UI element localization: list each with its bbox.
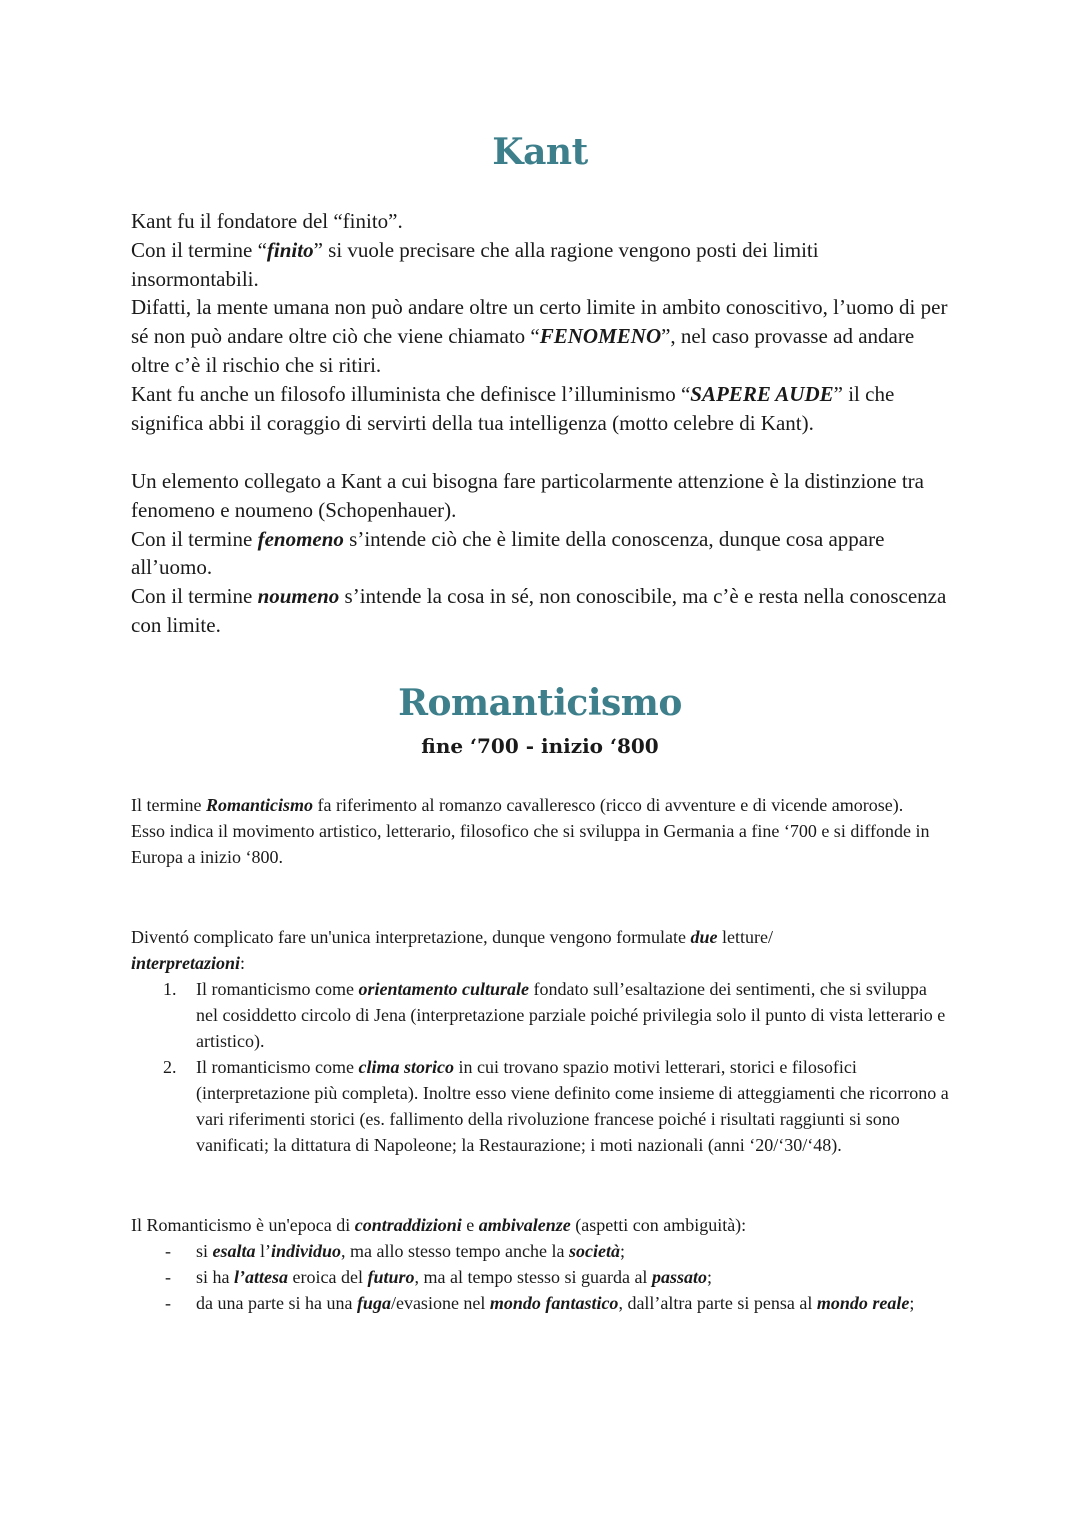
rom-text: , dall’altra parte si pensa al [618, 1293, 817, 1313]
kant-text-line: Un elemento collegato a Kant a cui bisogna fare particolarmente attenzione è la distinzione tra fenomeno e noumeno (Schopenhauer). [131, 469, 924, 522]
term-orientamento-culturale: orientamento culturale [358, 979, 529, 999]
term-esalta: esalta [212, 1241, 256, 1261]
ambivalence-list [131, 1238, 951, 1316]
list-item [131, 1054, 951, 1158]
term-attesa: l’attesa [234, 1267, 288, 1287]
term-fuga: fuga [356, 1293, 391, 1313]
kant-text: Difatti, la mente umana non può andare oltre un certo limite in ambito conoscitivo, l’uomo di per sé non può andare oltre ciò che viene chiamato “ [131, 295, 948, 349]
list-dash: - [165, 1241, 171, 1261]
romanticismo-paragraph-2 [131, 924, 951, 976]
rom-text: Il romanticismo come [196, 1057, 359, 1077]
term-interpretazioni: interpretazioni [131, 953, 241, 973]
term-romanticismo: Romanticismo [205, 795, 313, 815]
term-finito: finito [266, 237, 314, 262]
interpretations-list [131, 976, 951, 1158]
rom-text: si ha [196, 1267, 234, 1287]
term-passato: passato [651, 1267, 707, 1287]
kant-text: s’intende la cosa in sé, non conoscibile, ma c’è e resta nella conoscenza con limite. [131, 584, 947, 637]
term-contraddizioni: contraddizioni [354, 1215, 462, 1235]
rom-text: ; [706, 1267, 712, 1287]
rom-text: (aspetti con ambiguità): [570, 1215, 747, 1235]
term-sapere-aude: SAPERE AUDE [690, 381, 834, 406]
kant-text: Kant fu anche un filosofo illuminista che definisce l’illuminismo “ [131, 381, 691, 406]
rom-text: l’ [255, 1241, 272, 1261]
kant-paragraph-2 [131, 467, 951, 640]
rom-text: Esso indica il movimento artistico, letterario, filosofico che si sviluppa in Germania a fine ‘700 e si diffonde in Europa a inizio ‘800. [131, 821, 930, 867]
romanticismo-paragraph-1 [131, 792, 951, 870]
romanticismo-subtitle: fine ‘700 - inizio ‘800 [421, 734, 659, 758]
rom-text: fondato sull’esaltazione dei sentimenti, che si sviluppa nel cosiddetto circolo di Jena (interpretazione parziale poiché privilegia solo il punto di vista letterario e artistico). [196, 979, 946, 1051]
rom-text: fa riferimento al romanzo cavalleresco (ricco di avventure e di vicende amorose). [313, 795, 904, 815]
list-item [131, 1264, 951, 1290]
list-item [131, 976, 951, 1054]
term-clima-storico: clima storico [358, 1057, 454, 1077]
term-fenomeno: fenomeno [257, 526, 344, 551]
rom-text: /evasione nel [390, 1293, 490, 1313]
list-item [131, 1290, 951, 1316]
kant-text: s’intende ciò che è limite della conoscenza, dunque cosa appare all’uomo. [131, 526, 885, 580]
kant-text: Con il termine “ [131, 237, 267, 262]
term-fenomeno-caps: FENOMENO [539, 324, 662, 349]
term-individuo: individuo [271, 1241, 342, 1261]
rom-text: in cui trovano spazio motivi letterari, storici e filosofici (interpretazione più completa). Inoltre esso viene definito come insieme di atteggiamenti che ricorrono a vari riferimenti storici (es. fallimento della rivoluzione francese poiché i risultati raggiunti si sono vanificati; la dittatura di Napoleone; la Restaurazione; i moti nazionali (anni ‘20/‘30/‘48). [196, 1057, 949, 1155]
rom-text: , ma al tempo stesso si guarda al [414, 1267, 652, 1287]
term-futuro: futuro [367, 1267, 415, 1287]
term-ambivalenze: ambivalenze [478, 1215, 571, 1235]
rom-text: , ma allo stesso tempo anche la [341, 1241, 569, 1261]
rom-text: ; [619, 1241, 625, 1261]
term-noumeno: noumeno [257, 584, 340, 609]
term-due: due [690, 927, 718, 947]
rom-text: Il termine [131, 795, 206, 815]
term-mondo-fantastico: mondo fantastico [489, 1293, 619, 1313]
rom-text: ; [909, 1293, 915, 1313]
romanticismo-paragraph-3 [131, 1212, 951, 1238]
term-mondo-reale: mondo reale [816, 1293, 910, 1313]
kant-text: Con il termine [131, 526, 258, 551]
rom-text: : [240, 953, 246, 973]
rom-text: e [461, 1215, 479, 1235]
kant-text: Con il termine [131, 584, 258, 609]
rom-text: da una parte si ha una [196, 1293, 357, 1313]
list-number: 1. [163, 979, 177, 999]
rom-text: Il romanticismo come [196, 979, 359, 999]
list-number: 2. [163, 1057, 177, 1077]
rom-text: letture/ [717, 927, 774, 947]
kant-text: ”, nel caso provasse ad andare oltre c’è il rischio che si ritiri. [131, 324, 915, 377]
kant-text-line: Kant fu il fondatore del “finito”. [131, 209, 403, 233]
list-dash: - [165, 1293, 171, 1313]
rom-text: eroica del [288, 1267, 368, 1287]
romanticismo-title: Romanticismo [398, 682, 682, 724]
rom-text: Diventó complicato fare un'unica interpretazione, dunque vengono formulate [131, 927, 691, 947]
kant-title: Kant [492, 131, 588, 173]
list-item [131, 1238, 951, 1264]
kant-text: ” il che significa abbi il coraggio di servirti della tua intelligenza (motto celebre di Kant). [131, 381, 895, 435]
rom-text: si [196, 1241, 213, 1261]
term-societa: società [568, 1241, 620, 1261]
kant-paragraph-1 [131, 207, 951, 437]
rom-text: Il Romanticismo è un'epoca di [131, 1215, 355, 1235]
list-dash: - [165, 1267, 171, 1287]
kant-text: ” si vuole precisare che alla ragione vengono posti dei limiti insormontabili. [131, 237, 819, 291]
